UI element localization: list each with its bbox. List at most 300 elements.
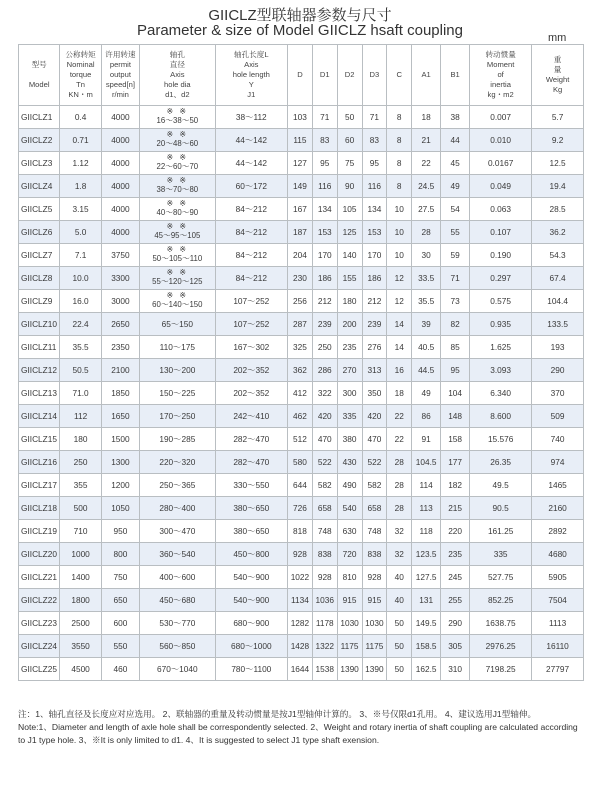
table-cell: 4000 xyxy=(101,198,139,221)
table-cell: 748 xyxy=(362,520,387,543)
table-cell: 582 xyxy=(362,474,387,497)
table-cell: 1113 xyxy=(532,612,584,635)
table-cell: 522 xyxy=(312,451,337,474)
table-cell: 127 xyxy=(288,152,313,175)
table-cell: 116 xyxy=(362,175,387,198)
table-cell: 149.5 xyxy=(412,612,441,635)
table-cell: 167 xyxy=(288,198,313,221)
table-cell: 500 xyxy=(60,497,101,520)
table-cell: 105 xyxy=(337,198,362,221)
table-cell: 280～400 xyxy=(140,497,216,520)
table-cell: 1850 xyxy=(101,382,139,405)
header-line: B1 xyxy=(450,70,460,79)
table-cell: 600 xyxy=(101,612,139,635)
table-cell: 30 xyxy=(412,244,441,267)
table-cell: 0.049 xyxy=(470,175,532,198)
table-cell: GIICLZ22 xyxy=(19,589,60,612)
table-cell: 125 xyxy=(337,221,362,244)
table-row xyxy=(19,152,584,175)
table-cell: 153 xyxy=(312,221,337,244)
table-cell: 10 xyxy=(387,244,412,267)
table-cell: 300 xyxy=(337,382,362,405)
header-line: Axis xyxy=(170,70,185,79)
table-cell: 355 xyxy=(60,474,101,497)
table-cell: 15.576 xyxy=(470,428,532,451)
table-cell: 720 xyxy=(337,543,362,566)
table-cell: GIICLZ23 xyxy=(19,612,60,635)
table-cell: GIICLZ4 xyxy=(19,175,60,198)
table-cell: 380～650 xyxy=(215,520,287,543)
table-cell: 104.4 xyxy=(532,290,584,313)
table-cell: 220 xyxy=(441,520,470,543)
hub-dia-value: 22～60～70 xyxy=(156,162,199,171)
table-cell: 780～1100 xyxy=(215,658,287,681)
table-cell xyxy=(140,244,216,267)
table-cell: 177 xyxy=(441,451,470,474)
table-cell: 527.75 xyxy=(470,566,532,589)
table-cell: GIICLZ11 xyxy=(19,336,60,359)
table-cell: 325 xyxy=(288,336,313,359)
table-cell: 2500 xyxy=(60,612,101,635)
header-line: torque xyxy=(69,70,92,79)
table-row xyxy=(19,520,584,543)
table-cell: 40 xyxy=(387,566,412,589)
table-cell: 82 xyxy=(441,313,470,336)
table-cell: 54.3 xyxy=(532,244,584,267)
table-cell: 7504 xyxy=(532,589,584,612)
table-body xyxy=(19,106,584,681)
table-cell: 370 xyxy=(532,382,584,405)
table-cell: 113 xyxy=(412,497,441,520)
table-cell: 50 xyxy=(387,612,412,635)
table-cell: 950 xyxy=(101,520,139,543)
table-cell: 270 xyxy=(337,359,362,382)
table-cell: 838 xyxy=(362,543,387,566)
table-cell: 170～250 xyxy=(140,405,216,428)
table-cell: 1175 xyxy=(337,635,362,658)
table-row xyxy=(19,129,584,152)
table-cell: 230 xyxy=(288,267,313,290)
table-cell: 276 xyxy=(362,336,387,359)
table-cell: 36.2 xyxy=(532,221,584,244)
hub-mark: ※ ※ xyxy=(166,268,189,277)
table-cell: GIICLZ17 xyxy=(19,474,60,497)
hub-dia-value: 50～105～110 xyxy=(152,254,203,263)
table-cell: 50 xyxy=(337,106,362,129)
table-cell: 1200 xyxy=(101,474,139,497)
table-cell: 1322 xyxy=(312,635,337,658)
table-cell: 810 xyxy=(337,566,362,589)
table-cell: 27.5 xyxy=(412,198,441,221)
table-cell: 0.063 xyxy=(470,198,532,221)
table-row xyxy=(19,175,584,198)
hub-dia-value: 55～120～125 xyxy=(152,277,203,286)
hub-mark: ※ ※ xyxy=(166,245,189,254)
table-cell: 7.1 xyxy=(60,244,101,267)
table-cell: 193 xyxy=(532,336,584,359)
table-cell: 8 xyxy=(387,106,412,129)
table-cell: 290 xyxy=(441,612,470,635)
hub-dia-value: 38～70～80 xyxy=(156,185,199,194)
table-cell: 630 xyxy=(337,520,362,543)
table-cell: 45 xyxy=(441,152,470,175)
table-cell: 12 xyxy=(387,267,412,290)
table-row xyxy=(19,313,584,336)
header-line: hole length xyxy=(232,70,270,79)
table-cell: 9.2 xyxy=(532,129,584,152)
table-row xyxy=(19,267,584,290)
header-line: hole dia xyxy=(164,80,191,89)
table-cell: 8 xyxy=(387,175,412,198)
column-header xyxy=(215,45,287,106)
table-cell: 83 xyxy=(312,129,337,152)
table-cell: 2892 xyxy=(532,520,584,543)
table-cell: 5.0 xyxy=(60,221,101,244)
table-row xyxy=(19,405,584,428)
header-line: Kg xyxy=(552,85,563,94)
table-cell: 0.297 xyxy=(470,267,532,290)
table-cell: 0.575 xyxy=(470,290,532,313)
table-cell: 928 xyxy=(362,566,387,589)
table-cell: 10 xyxy=(387,198,412,221)
table-cell: 1030 xyxy=(362,612,387,635)
header-line: Axis xyxy=(244,60,259,69)
table-cell: 71 xyxy=(441,267,470,290)
table-cell: 680～900 xyxy=(215,612,287,635)
table-cell: 22 xyxy=(387,428,412,451)
table-cell: 22.4 xyxy=(60,313,101,336)
column-header xyxy=(470,45,532,106)
table-cell: 0.190 xyxy=(470,244,532,267)
title-english: Parameter & size of Model GIICLZ hsaft coupling xyxy=(137,22,463,39)
table-cell: 4000 xyxy=(101,221,139,244)
table-cell: 161.25 xyxy=(470,520,532,543)
table-cell: 670～1040 xyxy=(140,658,216,681)
table-cell: 245 xyxy=(441,566,470,589)
table-cell: 60～172 xyxy=(215,175,287,198)
table-cell: 54 xyxy=(441,198,470,221)
table-cell: 360～540 xyxy=(140,543,216,566)
table-cell: 1000 xyxy=(60,543,101,566)
table-cell: 650 xyxy=(101,589,139,612)
table-cell: 95 xyxy=(362,152,387,175)
table-cell: 180 xyxy=(60,428,101,451)
table-cell: 522 xyxy=(362,451,387,474)
table-cell: 322 xyxy=(312,382,337,405)
column-header xyxy=(412,45,441,106)
table-cell: 915 xyxy=(337,589,362,612)
table-cell: 84～212 xyxy=(215,198,287,221)
table-cell: 1050 xyxy=(101,497,139,520)
table-cell xyxy=(140,175,216,198)
table-cell: 4000 xyxy=(101,175,139,198)
table-row xyxy=(19,612,584,635)
table-cell: 22 xyxy=(412,152,441,175)
table-cell: 12.5 xyxy=(532,152,584,175)
table-cell: 107～252 xyxy=(215,290,287,313)
table-cell: 310 xyxy=(441,658,470,681)
table-cell: 130～200 xyxy=(140,359,216,382)
table-row xyxy=(19,635,584,658)
table-cell: 150～225 xyxy=(140,382,216,405)
table-cell: 202～352 xyxy=(215,382,287,405)
table-cell: 380 xyxy=(337,428,362,451)
table-cell: 550 xyxy=(101,635,139,658)
table-cell: 21 xyxy=(412,129,441,152)
table-row xyxy=(19,106,584,129)
hub-mark: ※ ※ xyxy=(166,222,189,231)
table-cell: 158.5 xyxy=(412,635,441,658)
table-cell: 33.5 xyxy=(412,267,441,290)
table-cell: 67.4 xyxy=(532,267,584,290)
table-cell: GIICLZ8 xyxy=(19,267,60,290)
table-cell: 127.5 xyxy=(412,566,441,589)
column-header xyxy=(101,45,139,106)
table-cell: 250～365 xyxy=(140,474,216,497)
hub-mark: ※ ※ xyxy=(166,291,189,300)
header-line: kg・m2 xyxy=(487,90,514,99)
table-cell: GIICLZ2 xyxy=(19,129,60,152)
header-line: permit xyxy=(109,60,131,69)
table-cell: 170 xyxy=(362,244,387,267)
table-cell: 104 xyxy=(441,382,470,405)
table-cell: 1465 xyxy=(532,474,584,497)
header-line: 重 xyxy=(553,55,562,64)
table-cell: 18 xyxy=(412,106,441,129)
table-row xyxy=(19,451,584,474)
table-cell: 1022 xyxy=(288,566,313,589)
table-cell: 140 xyxy=(337,244,362,267)
table-cell: 71 xyxy=(312,106,337,129)
table-cell: 3300 xyxy=(101,267,139,290)
table-cell: 1300 xyxy=(101,451,139,474)
table-cell: 91 xyxy=(412,428,441,451)
parameter-table xyxy=(18,44,584,681)
table-cell: 187 xyxy=(288,221,313,244)
table-cell: 50.5 xyxy=(60,359,101,382)
table-cell: 300～470 xyxy=(140,520,216,543)
table-cell: 1.12 xyxy=(60,152,101,175)
table-cell: 250 xyxy=(60,451,101,474)
header-line: A1 xyxy=(421,70,431,79)
table-cell: 4500 xyxy=(60,658,101,681)
table-cell: 16110 xyxy=(532,635,584,658)
table-cell: 800 xyxy=(101,543,139,566)
hub-dia-value: 40～80～90 xyxy=(156,208,199,217)
table-cell: 580 xyxy=(288,451,313,474)
table-cell: 38 xyxy=(441,106,470,129)
table-cell: 114 xyxy=(412,474,441,497)
table-cell: 202～352 xyxy=(215,359,287,382)
table-cell: 2650 xyxy=(101,313,139,336)
table-cell: 110～175 xyxy=(140,336,216,359)
table-cell: 1644 xyxy=(288,658,313,681)
table-cell: 287 xyxy=(288,313,313,336)
header-line: Y xyxy=(248,80,254,89)
table-cell: 39 xyxy=(412,313,441,336)
table-cell: 470 xyxy=(312,428,337,451)
table-cell: 1.625 xyxy=(470,336,532,359)
table-cell: 1538 xyxy=(312,658,337,681)
table-header-row xyxy=(19,45,584,106)
table-cell: 8 xyxy=(387,129,412,152)
hub-mark: ※ ※ xyxy=(166,153,189,162)
table-cell: 65～150 xyxy=(140,313,216,336)
table-cell: 305 xyxy=(441,635,470,658)
table-cell: 710 xyxy=(60,520,101,543)
table-cell: 50 xyxy=(387,658,412,681)
table-cell: 1134 xyxy=(288,589,313,612)
column-header xyxy=(441,45,470,106)
table-cell: 0.010 xyxy=(470,129,532,152)
table-cell: 680～1000 xyxy=(215,635,287,658)
hub-mark: ※ ※ xyxy=(166,107,189,116)
table-cell: 462 xyxy=(288,405,313,428)
table-cell: GIICLZ21 xyxy=(19,566,60,589)
header-line: 轴孔 xyxy=(169,50,185,59)
table-cell: 14 xyxy=(387,313,412,336)
table-cell: 27797 xyxy=(532,658,584,681)
table-cell: 28 xyxy=(387,474,412,497)
table-cell: 658 xyxy=(362,497,387,520)
table-cell: 73 xyxy=(441,290,470,313)
table-cell: 1.8 xyxy=(60,175,101,198)
table-cell: 3550 xyxy=(60,635,101,658)
table-cell: 1036 xyxy=(312,589,337,612)
table-cell: 186 xyxy=(312,267,337,290)
table-cell: GIICLZ7 xyxy=(19,244,60,267)
table-cell: 118 xyxy=(412,520,441,543)
table-cell: 86 xyxy=(412,405,441,428)
table-cell: 380～650 xyxy=(215,497,287,520)
table-cell: 818 xyxy=(288,520,313,543)
table-cell: 103 xyxy=(288,106,313,129)
table-cell: 131 xyxy=(412,589,441,612)
table-row xyxy=(19,221,584,244)
table-row xyxy=(19,382,584,405)
table-cell: 242～410 xyxy=(215,405,287,428)
table-cell: 582 xyxy=(312,474,337,497)
table-row xyxy=(19,474,584,497)
table-cell: 350 xyxy=(362,382,387,405)
table-row xyxy=(19,566,584,589)
table-row xyxy=(19,359,584,382)
table-cell: 84～212 xyxy=(215,267,287,290)
table-cell: 560～850 xyxy=(140,635,216,658)
table-cell: 55 xyxy=(441,221,470,244)
header-line: D xyxy=(297,70,303,79)
table-cell: 0.0167 xyxy=(470,152,532,175)
header-line: D3 xyxy=(369,70,380,79)
table-cell: 838 xyxy=(312,543,337,566)
table-cell: 220～320 xyxy=(140,451,216,474)
table-cell: 644 xyxy=(288,474,313,497)
table-cell: 134 xyxy=(362,198,387,221)
table-cell: 509 xyxy=(532,405,584,428)
table-cell: 215 xyxy=(441,497,470,520)
table-cell: 412 xyxy=(288,382,313,405)
table-cell: 153 xyxy=(362,221,387,244)
table-cell: GIICLZ12 xyxy=(19,359,60,382)
table-cell: 162.5 xyxy=(412,658,441,681)
header-line: D2 xyxy=(344,70,355,79)
table-cell xyxy=(140,152,216,175)
table-cell: 200 xyxy=(337,313,362,336)
table-cell: 928 xyxy=(288,543,313,566)
table-cell: GIICLZ6 xyxy=(19,221,60,244)
table-cell: 974 xyxy=(532,451,584,474)
table-cell: 4000 xyxy=(101,106,139,129)
table-cell: 335 xyxy=(470,543,532,566)
table-cell: 32 xyxy=(387,520,412,543)
table-cell: 116 xyxy=(312,175,337,198)
table-cell: 133.5 xyxy=(532,313,584,336)
table-cell: 420 xyxy=(312,405,337,428)
table-cell: 852.25 xyxy=(470,589,532,612)
table-cell: 362 xyxy=(288,359,313,382)
hub-mark: ※ ※ xyxy=(166,199,189,208)
table-row xyxy=(19,497,584,520)
table-cell: GIICLZ19 xyxy=(19,520,60,543)
table-cell: 90 xyxy=(337,175,362,198)
unit-label: mm xyxy=(548,32,567,44)
table-cell: 3000 xyxy=(101,290,139,313)
table-cell: 49 xyxy=(412,382,441,405)
table-cell: 512 xyxy=(288,428,313,451)
table-cell xyxy=(140,267,216,290)
table-row xyxy=(19,428,584,451)
table-cell: 2976.25 xyxy=(470,635,532,658)
table-cell: 530～770 xyxy=(140,612,216,635)
table-cell: GIICLZ15 xyxy=(19,428,60,451)
header-line: J1 xyxy=(247,90,256,99)
header-line: d1、d2 xyxy=(165,90,190,99)
table-cell: 212 xyxy=(362,290,387,313)
column-header xyxy=(532,45,584,106)
table-cell: GIICLZ18 xyxy=(19,497,60,520)
table-cell: 149 xyxy=(288,175,313,198)
hub-dia-value: 45～95～105 xyxy=(154,231,201,240)
table-cell: 928 xyxy=(312,566,337,589)
header-line: 转动惯量 xyxy=(485,50,516,59)
hub-dia-value: 20～48～60 xyxy=(156,139,199,148)
table-cell: 658 xyxy=(312,497,337,520)
column-header xyxy=(337,45,362,106)
table-cell: 90.5 xyxy=(470,497,532,520)
header-line: 型号 xyxy=(31,60,47,69)
table-cell: 75 xyxy=(337,152,362,175)
header-line: inertia xyxy=(490,80,511,89)
table-cell: 235 xyxy=(337,336,362,359)
table-cell: 14 xyxy=(387,336,412,359)
table-cell: 1390 xyxy=(362,658,387,681)
column-header xyxy=(387,45,412,106)
table-cell: 1500 xyxy=(101,428,139,451)
table-cell: GIICLZ16 xyxy=(19,451,60,474)
table-cell: 24.5 xyxy=(412,175,441,198)
column-header xyxy=(19,45,60,106)
table-cell: 1800 xyxy=(60,589,101,612)
table-cell: 255 xyxy=(441,589,470,612)
hub-mark: ※ ※ xyxy=(166,130,189,139)
table-cell: 84～212 xyxy=(215,221,287,244)
table-cell: 1428 xyxy=(288,635,313,658)
table-cell: 186 xyxy=(362,267,387,290)
table-cell: 335 xyxy=(337,405,362,428)
header-line: 许用转速 xyxy=(105,50,136,59)
column-header xyxy=(60,45,101,106)
table-cell: 1282 xyxy=(288,612,313,635)
